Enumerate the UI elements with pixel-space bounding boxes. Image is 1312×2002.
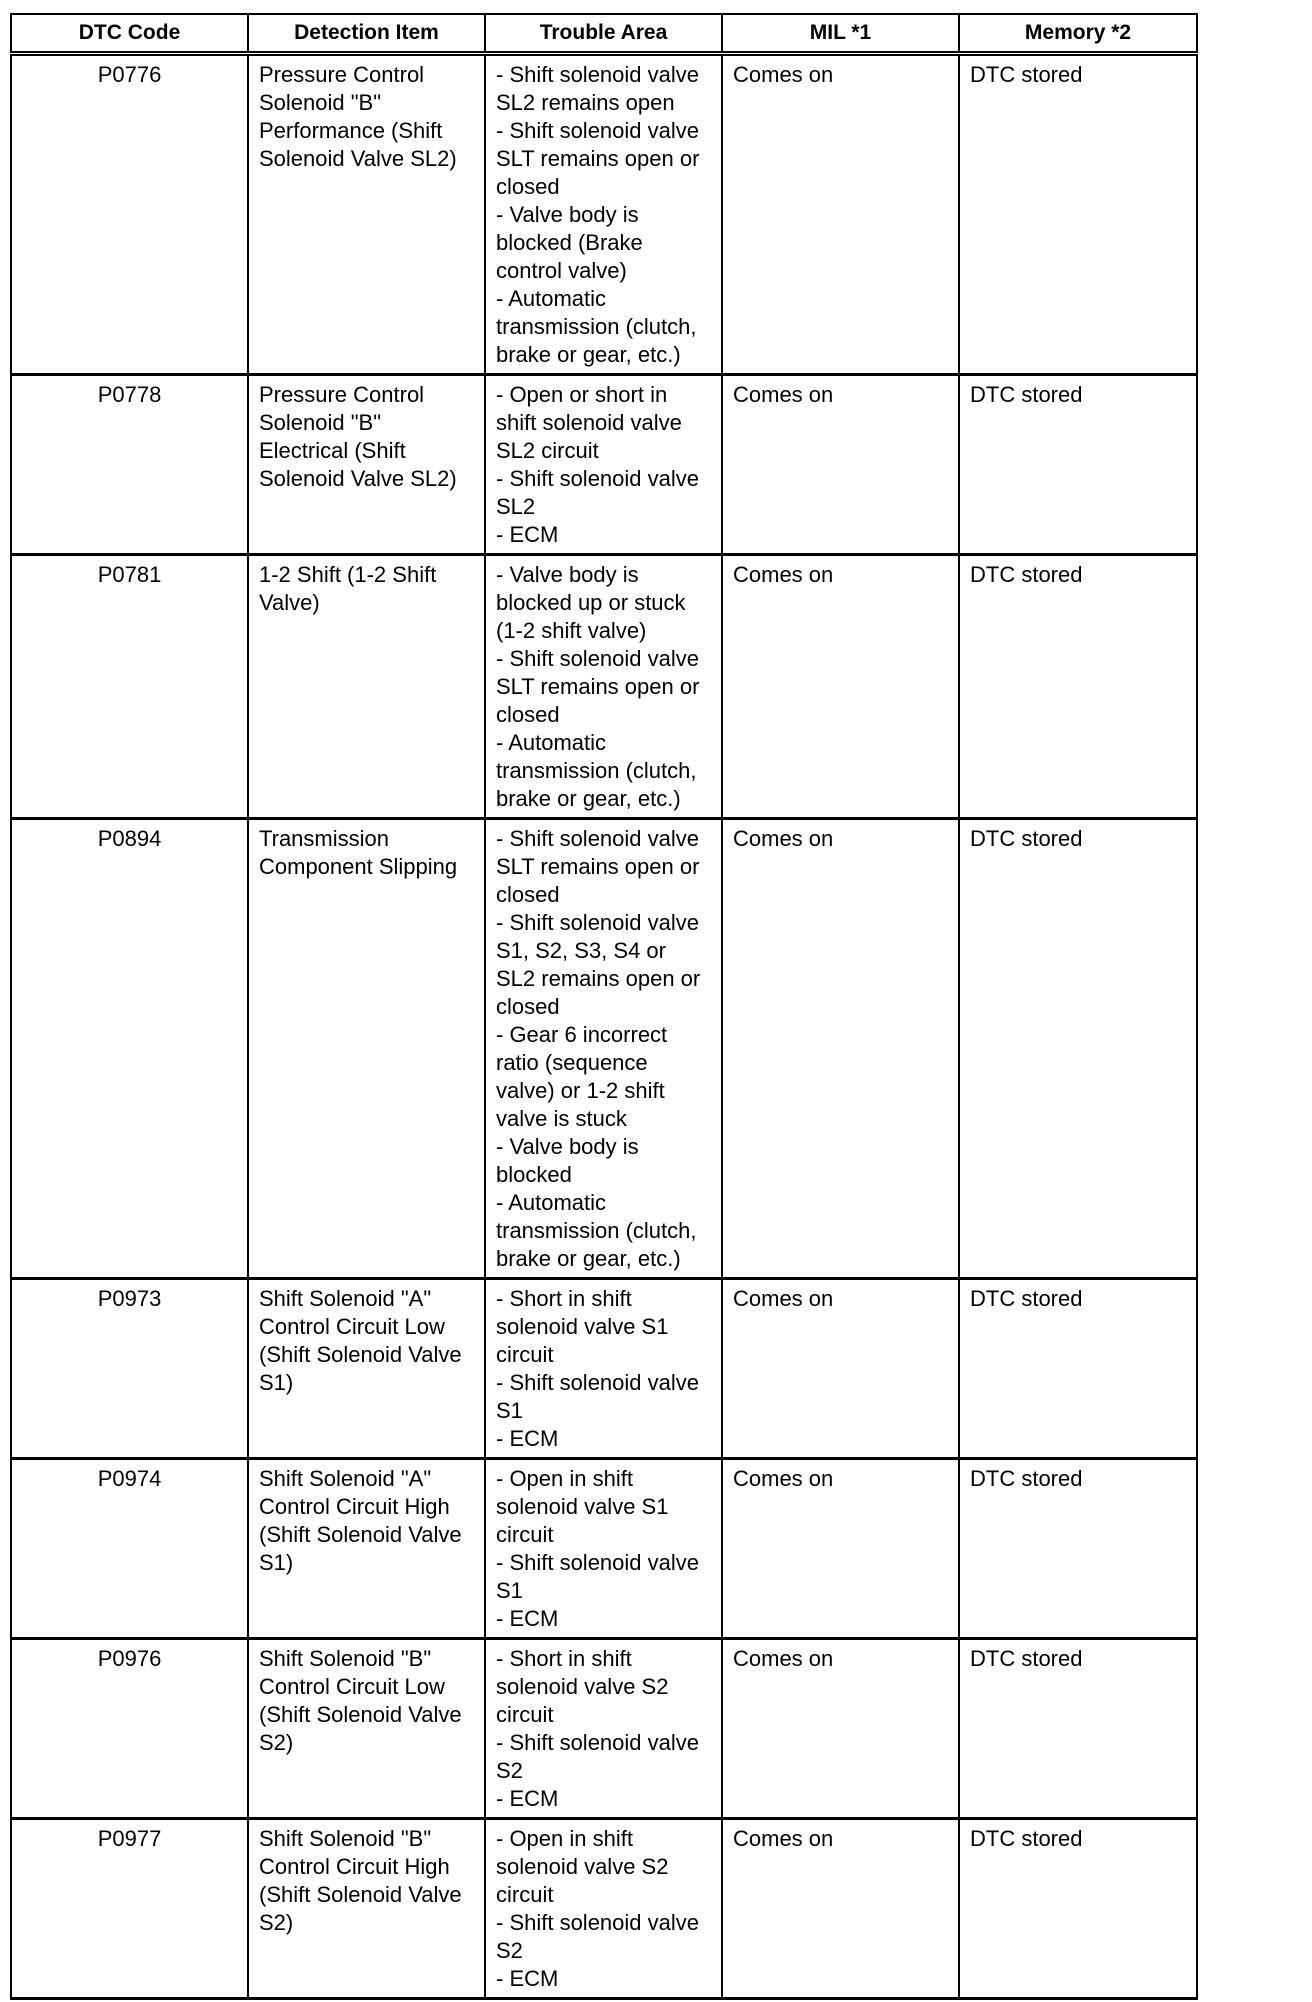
table-row <box>11 1279 1197 1459</box>
trouble-area-cell: - Open in shift solenoid valve S2 circuit - Shift solenoid valve S2 - ECM <box>485 1819 722 1999</box>
trouble-area-cell: - Valve body is blocked up or stuck (1-2 shift valve) - Shift solenoid valve SLT remains open or closed - Automatic transmission (clutch, brake or gear, etc.) <box>485 555 722 819</box>
table-body <box>11 54 1197 1999</box>
dtc-code-cell: P0977 <box>11 1819 248 1999</box>
table-header <box>11 14 1197 54</box>
detection-item-cell: Shift Solenoid "B" Control Circuit High (Shift Solenoid Valve S2) <box>248 1819 485 1999</box>
trouble-area-cell: - Short in shift solenoid valve S2 circuit - Shift solenoid valve S2 - ECM <box>485 1639 722 1819</box>
memory-cell: DTC stored <box>959 1459 1197 1639</box>
trouble-area-cell: - Open in shift solenoid valve S1 circuit - Shift solenoid valve S1 - ECM <box>485 1459 722 1639</box>
table-row <box>11 555 1197 819</box>
memory-cell: DTC stored <box>959 1639 1197 1819</box>
detection-item-cell: 1-2 Shift (1-2 Shift Valve) <box>248 555 485 819</box>
detection-item-cell: Pressure Control Solenoid "B" Electrical (Shift Solenoid Valve SL2) <box>248 375 485 555</box>
table-row <box>11 819 1197 1279</box>
dtc-code-cell: P0974 <box>11 1459 248 1639</box>
detection-item-cell: Shift Solenoid "A" Control Circuit Low (Shift Solenoid Valve S1) <box>248 1279 485 1459</box>
mil-cell: Comes on <box>722 1459 959 1639</box>
table-row <box>11 375 1197 555</box>
memory-cell: DTC stored <box>959 1819 1197 1999</box>
dtc-table <box>10 13 1198 2000</box>
header-detection-item: Detection Item <box>248 14 485 54</box>
table-row <box>11 1639 1197 1819</box>
detection-item-cell: Transmission Component Slipping <box>248 819 485 1279</box>
table-row <box>11 1819 1197 1999</box>
memory-cell: DTC stored <box>959 54 1197 375</box>
header-dtc-code: DTC Code <box>11 14 248 54</box>
dtc-code-cell: P0894 <box>11 819 248 1279</box>
detection-item-cell: Shift Solenoid "B" Control Circuit Low (Shift Solenoid Valve S2) <box>248 1639 485 1819</box>
header-memory: Memory *2 <box>959 14 1197 54</box>
trouble-area-cell: - Shift solenoid valve SLT remains open or closed - Shift solenoid valve S1, S2, S3, S4 or SL2 remains open or closed - Gear 6 incorrect ratio (sequence valve) or 1-2 shift valve is stuck - Valve body is blocked - Automatic transmission (clutch, brake or gear, etc.) <box>485 819 722 1279</box>
mil-cell: Comes on <box>722 555 959 819</box>
memory-cell: DTC stored <box>959 1279 1197 1459</box>
dtc-code-cell: P0976 <box>11 1639 248 1819</box>
dtc-code-cell: P0781 <box>11 555 248 819</box>
header-row <box>11 14 1197 54</box>
trouble-area-cell: - Short in shift solenoid valve S1 circuit - Shift solenoid valve S1 - ECM <box>485 1279 722 1459</box>
mil-cell: Comes on <box>722 54 959 375</box>
dtc-code-cell: P0776 <box>11 54 248 375</box>
detection-item-cell: Pressure Control Solenoid "B" Performance (Shift Solenoid Valve SL2) <box>248 54 485 375</box>
table-row <box>11 54 1197 375</box>
dtc-code-cell: P0973 <box>11 1279 248 1459</box>
detection-item-cell: Shift Solenoid "A" Control Circuit High (Shift Solenoid Valve S1) <box>248 1459 485 1639</box>
memory-cell: DTC stored <box>959 375 1197 555</box>
dtc-code-cell: P0778 <box>11 375 248 555</box>
memory-cell: DTC stored <box>959 555 1197 819</box>
header-trouble-area: Trouble Area <box>485 14 722 54</box>
mil-cell: Comes on <box>722 1639 959 1819</box>
mil-cell: Comes on <box>722 819 959 1279</box>
table-row <box>11 1459 1197 1639</box>
trouble-area-cell: - Open or short in shift solenoid valve SL2 circuit - Shift solenoid valve SL2 - ECM <box>485 375 722 555</box>
trouble-area-cell: - Shift solenoid valve SL2 remains open - Shift solenoid valve SLT remains open or closed - Valve body is blocked (Brake control valve) - Automatic transmission (clutch, brake or gear, etc.) <box>485 54 722 375</box>
mil-cell: Comes on <box>722 375 959 555</box>
memory-cell: DTC stored <box>959 819 1197 1279</box>
mil-cell: Comes on <box>722 1819 959 1999</box>
mil-cell: Comes on <box>722 1279 959 1459</box>
header-mil: MIL *1 <box>722 14 959 54</box>
